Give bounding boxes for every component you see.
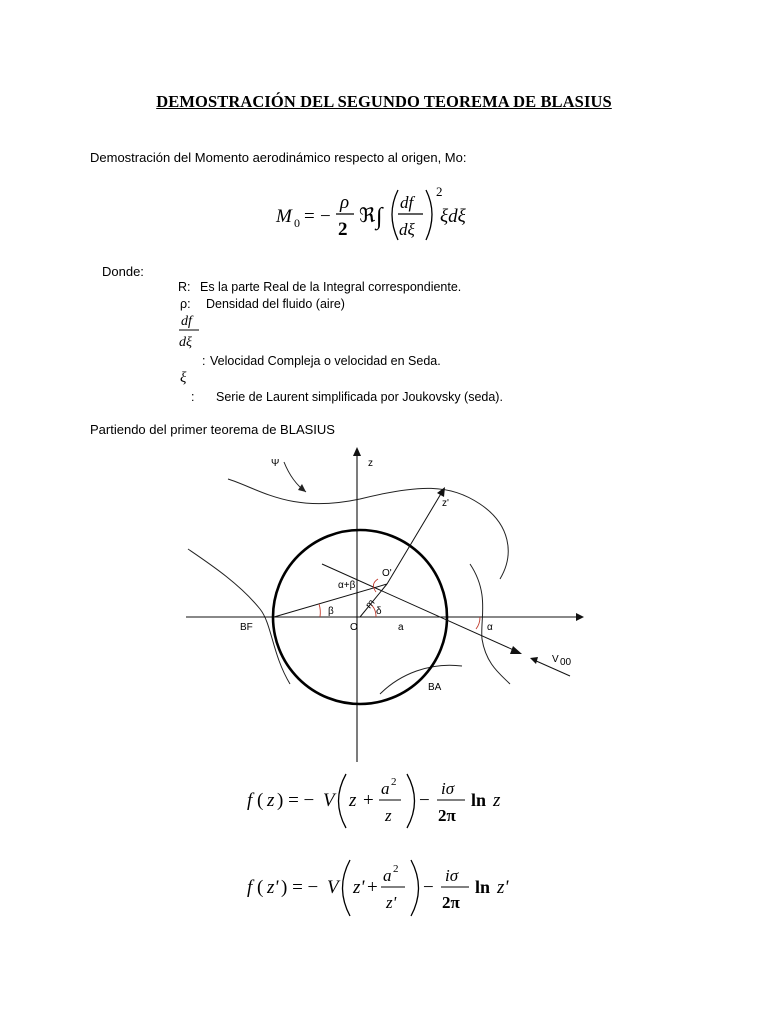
svg-text:−: − bbox=[419, 790, 430, 811]
svg-text:iσ: iσ bbox=[441, 779, 455, 798]
bf-label: BF bbox=[240, 622, 253, 633]
page-title: DEMOSTRACIÓN DEL SEGUNDO TEOREMA DE BLASIUS bbox=[156, 92, 612, 111]
svg-text:2: 2 bbox=[391, 776, 397, 788]
svg-text:−: − bbox=[423, 877, 434, 898]
v-inf-subscript: 00 bbox=[560, 657, 572, 668]
svg-text:z: z bbox=[385, 806, 392, 825]
svg-text:z: z bbox=[493, 790, 501, 811]
svg-text:(: ( bbox=[257, 877, 264, 898]
v-inf-label: V bbox=[552, 654, 559, 665]
svg-text:df: df bbox=[181, 314, 192, 329]
svg-text:z': z' bbox=[353, 877, 365, 898]
svg-text:f: f bbox=[247, 877, 253, 898]
v-inf-arrowhead bbox=[530, 657, 538, 664]
alpha-arc bbox=[476, 617, 480, 629]
svg-text:M: M bbox=[276, 206, 292, 227]
potential-equation-z bbox=[245, 770, 525, 832]
svg-text:a: a bbox=[381, 779, 390, 798]
svg-text:a: a bbox=[383, 866, 392, 885]
svg-text:2π: 2π bbox=[442, 893, 460, 912]
svg-text:ξdξ: ξdξ bbox=[440, 206, 466, 227]
delta-label: δ bbox=[376, 606, 382, 617]
xi-symbol bbox=[180, 366, 196, 388]
def-real-text: Es la parte Real de la Integral correspondiente. bbox=[200, 280, 462, 294]
origin-label: O bbox=[350, 622, 358, 633]
svg-text:0: 0 bbox=[294, 216, 300, 230]
svg-text:V: V bbox=[323, 790, 335, 811]
beta-label: β bbox=[328, 606, 334, 617]
svg-text:ln: ln bbox=[471, 790, 487, 810]
svg-text:ℜ: ℜ bbox=[359, 205, 376, 227]
intro-text: Demostración del Momento aerodinámico respecto al origen, Mo: bbox=[90, 150, 467, 165]
donde-label: Donde: bbox=[102, 264, 144, 279]
psi-label: Ψ bbox=[271, 458, 280, 469]
def-laurent-symbol: : bbox=[191, 390, 195, 404]
blasius-diagram bbox=[180, 444, 590, 764]
def-rho-text: Densidad del fluido (aire) bbox=[206, 297, 345, 311]
svg-text:+: + bbox=[363, 790, 374, 811]
svg-text:z': z' bbox=[497, 877, 509, 898]
m-segment bbox=[360, 584, 387, 617]
flow-direction-arrowhead bbox=[510, 646, 522, 654]
svg-text:ρ: ρ bbox=[340, 192, 350, 213]
df-dxi-fraction bbox=[178, 310, 208, 352]
m-label: m bbox=[363, 597, 378, 611]
partiendo-text: Partiendo del primer teorema de BLASIUS bbox=[90, 422, 335, 437]
svg-text:ξ: ξ bbox=[180, 370, 187, 386]
svg-text:f: f bbox=[247, 790, 253, 811]
svg-text:z': z' bbox=[386, 893, 397, 912]
a-label: a bbox=[398, 622, 404, 633]
alpha-label: α bbox=[487, 622, 493, 633]
psi-arrowhead bbox=[298, 484, 306, 492]
svg-text:+: + bbox=[367, 877, 378, 898]
def-laurent-text: Serie de Laurent simplificada por Joukovsky (seda). bbox=[216, 390, 503, 404]
svg-text:) = −: ) = − bbox=[277, 790, 315, 811]
svg-text:iσ: iσ bbox=[445, 866, 459, 885]
svg-text:z: z bbox=[349, 790, 357, 811]
svg-text:dξ: dξ bbox=[179, 335, 192, 350]
svg-text:ln: ln bbox=[475, 877, 491, 897]
svg-text:(: ( bbox=[257, 790, 264, 811]
svg-text:−: − bbox=[320, 206, 331, 227]
svg-text:∫: ∫ bbox=[376, 204, 383, 230]
svg-text:V: V bbox=[327, 877, 339, 898]
beta-arc bbox=[319, 604, 320, 617]
svg-text:dξ: dξ bbox=[399, 220, 415, 239]
svg-text:z: z bbox=[267, 790, 275, 811]
ba-label: BA bbox=[428, 682, 442, 693]
def-rho-symbol: ρ: bbox=[180, 297, 191, 311]
moment-equation bbox=[270, 180, 490, 250]
svg-text:z': z' bbox=[267, 877, 279, 898]
alpha-beta-label: α+β bbox=[338, 580, 356, 591]
z-axis-label: z bbox=[368, 458, 373, 469]
z-prime-label: z' bbox=[442, 498, 449, 509]
svg-text:) = −: ) = − bbox=[281, 877, 319, 898]
flow-direction-line bbox=[322, 564, 518, 652]
svg-text:2: 2 bbox=[338, 219, 348, 240]
def-velocity-text: Velocidad Compleja o velocidad en Seda. bbox=[210, 354, 441, 368]
svg-text:df: df bbox=[400, 193, 414, 212]
streamline-psi bbox=[228, 479, 508, 579]
potential-equation-z-prime bbox=[245, 856, 535, 920]
x-axis-arrowhead bbox=[576, 613, 584, 621]
svg-text:2π: 2π bbox=[438, 806, 456, 825]
alpha-beta-arc bbox=[373, 579, 378, 592]
def-real-symbol: R: bbox=[178, 280, 191, 294]
def-velocity-symbol: : bbox=[202, 354, 206, 368]
svg-text:2: 2 bbox=[393, 863, 399, 875]
svg-text:2: 2 bbox=[436, 184, 443, 199]
svg-text:=: = bbox=[304, 206, 315, 227]
o-prime-label: O' bbox=[382, 568, 392, 579]
z-axis-arrowhead bbox=[353, 447, 361, 456]
